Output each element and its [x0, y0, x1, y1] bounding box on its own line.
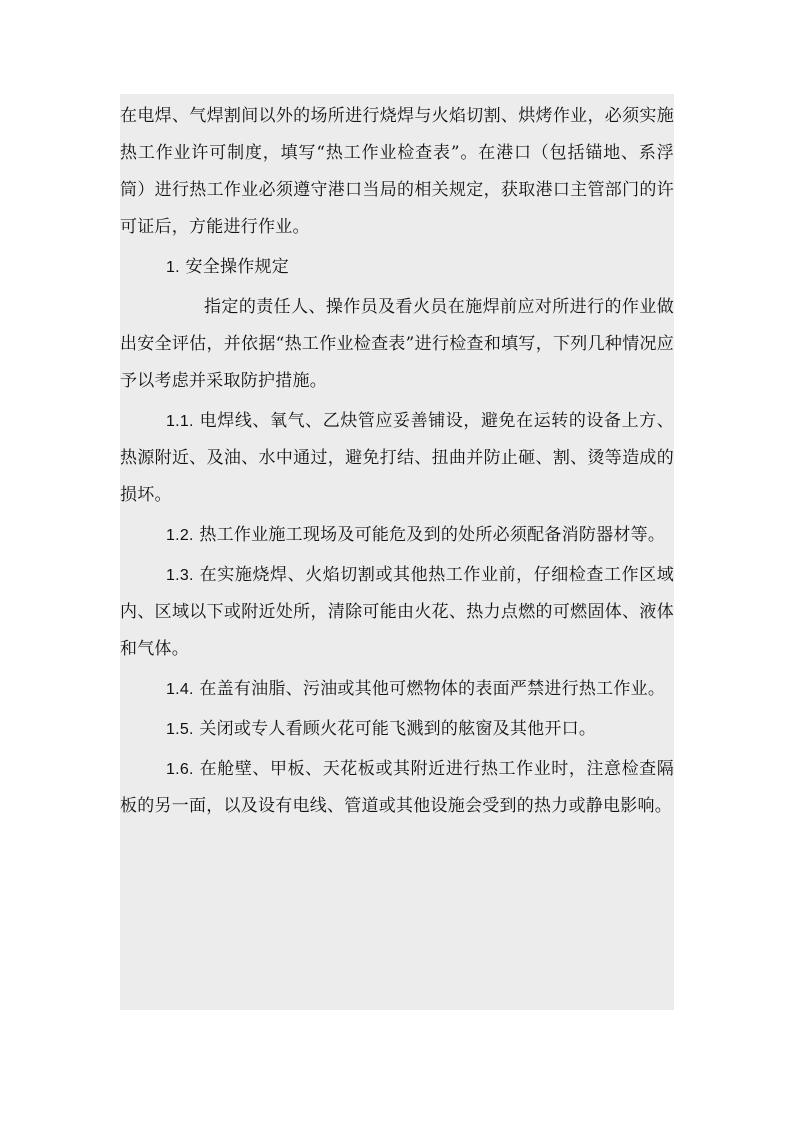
item-number: 1.1.	[166, 413, 194, 430]
section-heading	[120, 249, 674, 286]
item-text: 在盖有油脂、污油或其他可燃物体的表面严禁进行热工作业。	[199, 679, 666, 699]
item-number: 1.2.	[166, 527, 194, 544]
item-text: 关闭或专人看顾火花可能飞溅到的舷窗及其他开口。	[199, 719, 597, 739]
section-number: 1.	[166, 259, 180, 276]
item-text: 热工作业施工现场及可能危及到的处所必须配备消防器材等。	[199, 525, 666, 545]
list-item	[120, 751, 674, 825]
section-intro-paragraph: 指定的责任人、操作员及看火员在施焊前应对所进行的作业做出安全评估，并依据“热工作业检查表”进行检查和填写，下列几种情况应予以考虑并采取防护措施。	[120, 297, 674, 391]
list-item	[120, 557, 674, 668]
list-item	[120, 671, 674, 708]
document-text-block	[120, 94, 674, 1010]
intro-paragraph: 在电焊、气焊割间以外的场所进行烧焊与火焰切割、烘烤作业，必须实施热工作业许可制度，填写“热工作业检查表”。在港口（包括锚地、系浮筒）进行热工作业必须遵守港口当局的相关规定，获取港口主管部门的许可证后，方能进行作业。	[120, 106, 674, 237]
item-number: 1.3.	[166, 567, 194, 584]
item-number: 1.6.	[166, 761, 194, 778]
item-text: 在实施烧焊、火焰切割或其他热工作业前，仔细检查工作区域内、区域以下或附近处所，清除可能由火花、热力点燃的可燃固体、液体和气体。	[120, 565, 674, 659]
item-text: 电焊线、氧气、乙炔管应妥善铺设，避免在运转的设备上方、热源附近、及油、水中通过，避免打结、扭曲并防止砸、割、烫等造成的损坏。	[120, 411, 674, 505]
list-item	[120, 517, 674, 554]
item-number: 1.4.	[166, 681, 194, 698]
list-item	[120, 403, 674, 514]
item-number: 1.5.	[166, 721, 194, 738]
section-title: 安全操作规定	[185, 257, 289, 277]
list-item	[120, 711, 674, 748]
item-text: 在舱壁、甲板、天花板或其附近进行热工作业时，注意检查隔板的另一面，以及设有电线、管道或其他设施会受到的热力或静电影响。	[120, 759, 674, 816]
